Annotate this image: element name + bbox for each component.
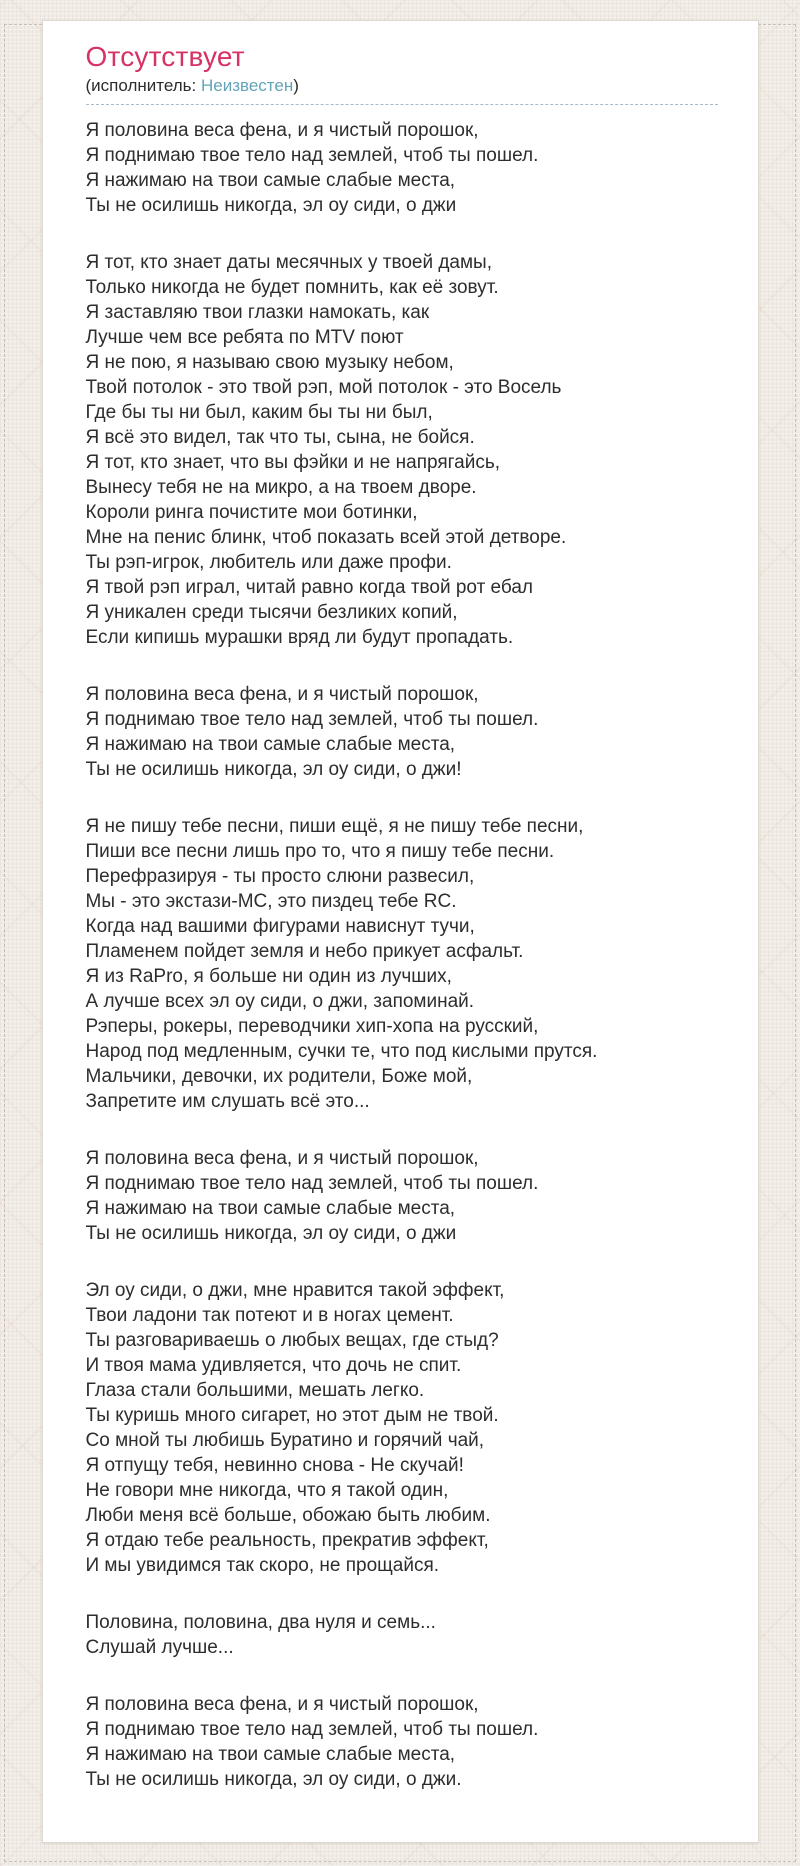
lyric-line: Я нажимаю на твои самые слабые места,	[85, 170, 456, 191]
lyric-line: А лучше всех эл оу сиди, о джи, запоминай.	[85, 991, 475, 1012]
lyric-line: Я тот, кто знает, что вы фэйки и не напрягайсь,	[85, 452, 501, 473]
lyric-line: Твои ладони так потеют и в ногах цемент.	[85, 1305, 454, 1326]
lyric-line: Половина, половина, два нуля и семь...	[85, 1612, 436, 1633]
lyric-line: Ты не осилишь никогда, эл оу сиди, о джи	[85, 195, 457, 216]
lyric-line: Мы - это экстази-MC, это пиздец тебе RC.	[85, 891, 457, 912]
stanza	[86, 1278, 718, 1578]
lyric-line: И мы увидимся так скоро, не прощайся.	[85, 1555, 440, 1576]
lyric-line: Люби меня всё больше, обожаю быть любим.	[85, 1505, 491, 1526]
stanza	[86, 814, 718, 1114]
lyric-line: Где бы ты ни был, каким бы ты ни был,	[85, 402, 433, 423]
lyric-line: Мальчики, девочки, их родители, Боже мой,	[85, 1066, 473, 1087]
lyric-line: Я нажимаю на твои самые слабые места,	[85, 1744, 456, 1765]
lyric-line: Я половина веса фена, и я чистый порошок,	[85, 1148, 479, 1169]
lyric-line: Глаза стали большими, мешать легко.	[85, 1380, 425, 1401]
lyric-line: Я не пою, я называю свою музыку небом,	[85, 352, 454, 373]
lyric-line: Я половина веса фена, и я чистый порошок,	[85, 1694, 479, 1715]
lyric-line: Ты не осилишь никогда, эл оу сиди, о джи.	[85, 1769, 462, 1790]
page-background	[0, 20, 800, 1866]
artist-line	[86, 75, 718, 105]
lyric-line: Я поднимаю твое тело над землей, чтоб ты пошел.	[85, 709, 539, 730]
lyric-line: И твоя мама удивляется, что дочь не спит.	[85, 1355, 462, 1376]
stanza	[86, 682, 718, 782]
lyric-line: Перефразируя - ты просто слюни развесил,	[85, 866, 475, 887]
lyric-line: Когда над вашими фигурами нависнут тучи,	[85, 916, 475, 937]
lyric-line: Ты не осилишь никогда, эл оу сиди, о джи	[85, 1223, 457, 1244]
lyric-line: Слушай лучше...	[85, 1637, 234, 1658]
stanza	[86, 118, 718, 218]
lyric-line: Пламенем пойдет земля и небо прикует асфальт.	[85, 941, 524, 962]
lyric-line: Я твой рэп играл, читай равно когда твой рот ебал	[85, 577, 534, 598]
lyric-line: Твой потолок - это твой рэп, мой потолок - это Восель	[85, 377, 562, 398]
lyric-line: Я всё это видел, так что ты, сына, не бойся.	[85, 427, 475, 448]
lyric-line: Со мной ты любишь Буратино и горячий чай,	[85, 1430, 485, 1451]
lyric-line: Я тот, кто знает даты месячных у твоей дамы,	[85, 252, 492, 273]
lyric-line: Я нажимаю на твои самые слабые места,	[85, 1198, 456, 1219]
lyric-line: Я нажимаю на твои самые слабые места,	[85, 734, 456, 755]
lyric-line: Ты рэп-игрок, любитель или даже профи.	[85, 552, 452, 573]
lyric-line: Если кипишь мурашки вряд ли будут пропадать.	[85, 627, 514, 648]
lyric-line: Пиши все песни лишь про то, что я пишу тебе песни.	[85, 841, 555, 862]
lyric-line: Я половина веса фена, и я чистый порошок,	[85, 684, 479, 705]
lyric-line: Народ под медленным, сучки те, что под кислыми прутся.	[85, 1041, 598, 1062]
lyric-line: Вынесу тебя не на микро, а на твоем дворе.	[85, 477, 477, 498]
stanza	[86, 250, 718, 650]
lyric-line: Я заставляю твои глазки намокать, как	[85, 302, 430, 323]
stanza	[86, 1146, 718, 1246]
stanza	[86, 1692, 718, 1792]
artist-link[interactable]: Неизвестен	[200, 76, 294, 95]
stanza	[86, 1610, 718, 1660]
lyric-line: Лучше чем все ребята по MTV поют	[85, 327, 404, 348]
lyrics-card	[42, 20, 759, 1843]
artist-prefix: (исполнитель:	[85, 76, 201, 95]
artist-suffix: )	[293, 76, 299, 95]
lyric-line: Только никогда не будет помнить, как её зовут.	[85, 277, 499, 298]
lyrics	[86, 118, 718, 1792]
lyric-line: Я отдаю тебе реальность, прекратив эффект,	[85, 1530, 489, 1551]
lyric-line: Я не пишу тебе песни, пиши ещё, я не пишу тебе песни,	[85, 816, 584, 837]
lyric-line: Ты не осилишь никогда, эл оу сиди, о джи!	[85, 759, 462, 780]
lyric-line: Я из RaPro, я больше ни один из лучших,	[85, 966, 452, 987]
lyric-line: Я отпущу тебя, невинно снова - Не скучай!	[85, 1455, 464, 1476]
lyric-line: Я половина веса фена, и я чистый порошок,	[85, 120, 479, 141]
lyric-line: Я поднимаю твое тело над землей, чтоб ты пошел.	[85, 1719, 539, 1740]
page-title: Отсутствует	[85, 41, 245, 72]
lyric-line: Мне на пенис блинк, чтоб показать всей этой детворе.	[85, 527, 567, 548]
lyric-line: Запретите им слушать всё это...	[85, 1091, 370, 1112]
lyric-line: Короли ринга почистите мои ботинки,	[85, 502, 418, 523]
lyric-line: Ты разговариваешь о любых вещах, где стыд?	[85, 1330, 499, 1351]
lyric-line: Я поднимаю твое тело над землей, чтоб ты пошел.	[85, 1173, 539, 1194]
lyric-line: Я поднимаю твое тело над землей, чтоб ты пошел.	[85, 145, 539, 166]
lyric-line: Эл оу сиди, о джи, мне нравится такой эффект,	[85, 1280, 505, 1301]
lyric-line: Не говори мне никогда, что я такой один,	[85, 1480, 449, 1501]
lyric-line: Рэперы, рокеры, переводчики хип-хопа на русский,	[85, 1016, 539, 1037]
lyric-line: Ты куришь много сигарет, но этот дым не твой.	[85, 1405, 499, 1426]
lyric-line: Я уникален среди тысячи безликих копий,	[85, 602, 458, 623]
